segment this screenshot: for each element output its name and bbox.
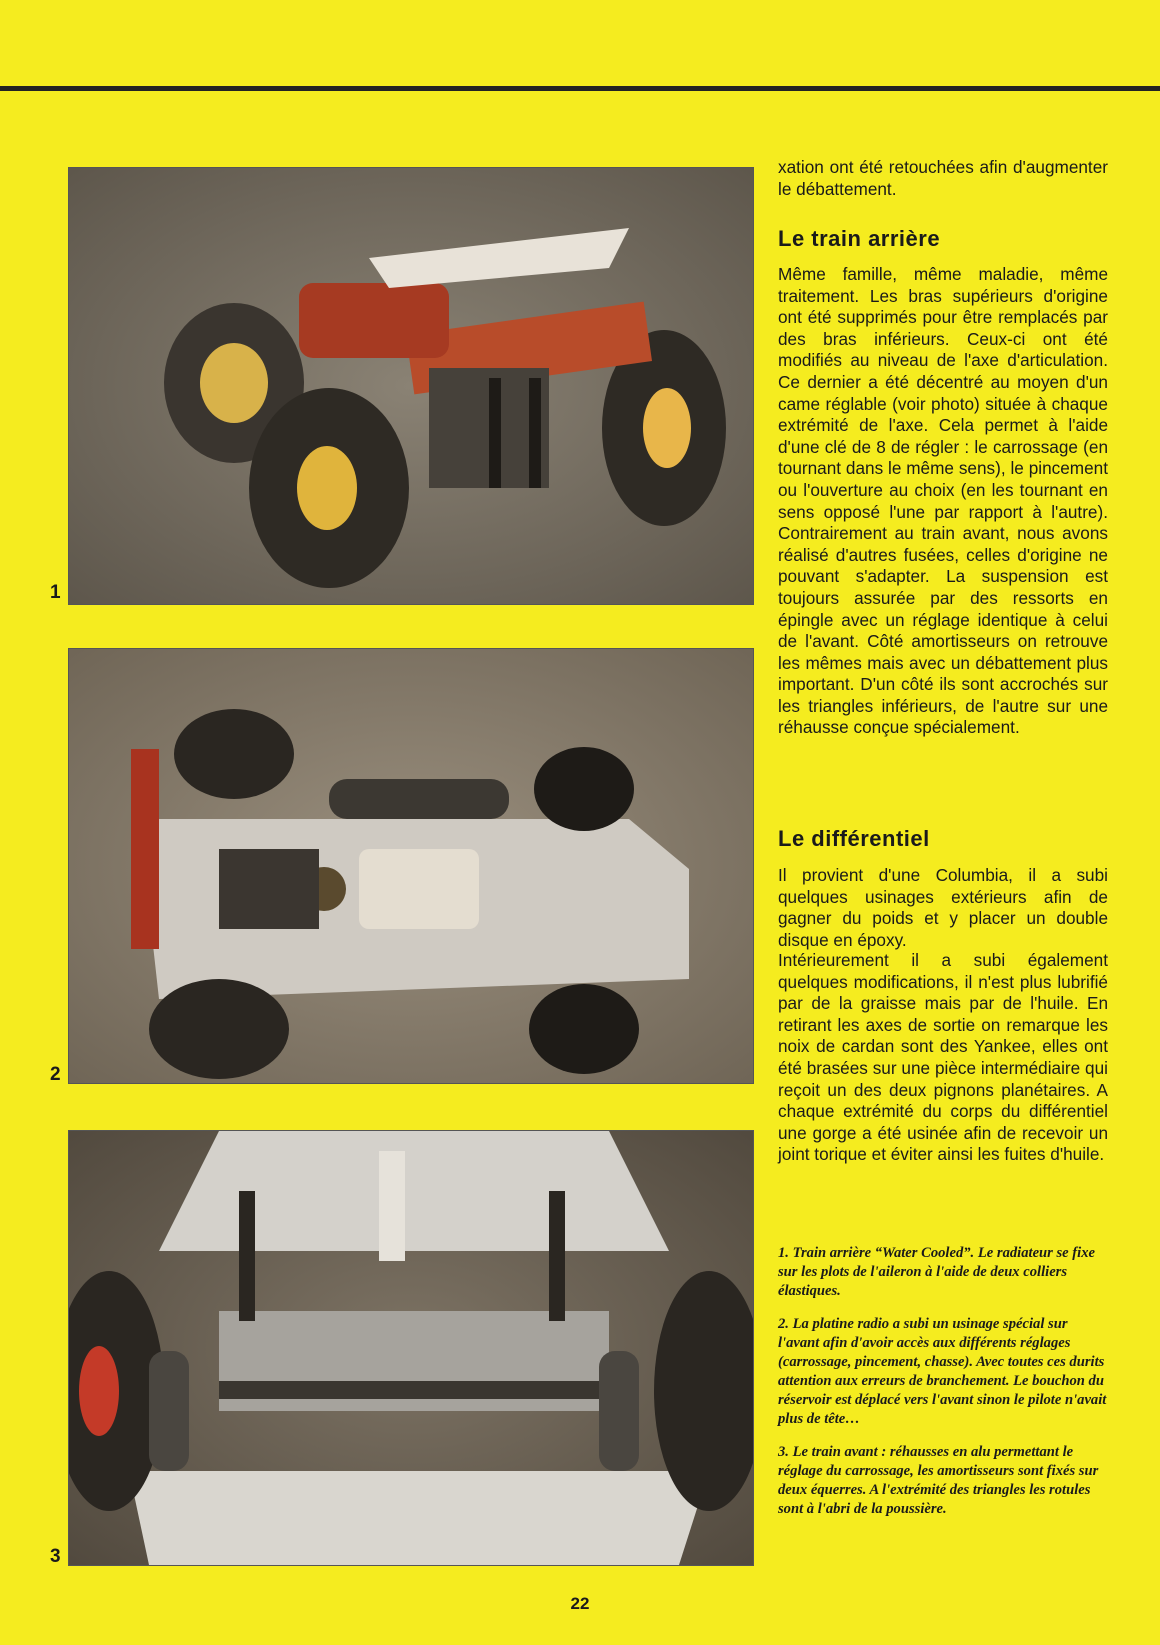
photo-1-number: 1 [50,582,61,603]
intro-text: xation ont été retouchées afin d'augmenter le débattement. [778,157,1108,199]
rear-train-paragraph [778,264,1108,739]
photo-radio-plate [68,648,754,1084]
intro-paragraph [778,157,1108,200]
section-heading-rear-train: Le train arrière [778,226,941,251]
photo-3-number: 3 [50,1546,61,1567]
section-heading-differential: Le différentiel [778,826,930,851]
page-number: 22 [570,1594,590,1613]
photo-2-number: 2 [50,1064,61,1085]
photo-radio-plate-image [69,649,753,1083]
photo-rear-train-image [69,168,753,604]
caption-3: 3. Le train avant : réhausses en alu permettant le réglage du carrossage, les amortisseurs sont fixés sur deux équerres. A l'extrémité des triangles les rotules sont à l'abri de la poussière. [778,1444,1099,1517]
differential-text-a: Il provient d'une Columbia, il a subi quelques usinages extérieurs afin de gagner du poids et y placer un double disque en époxy. [778,865,1108,950]
differential-text-b: Intérieurement il a subi également quelques modifications, il n'est plus lubrifié par de la graisse mais par de l'huile. En retirant les axes de sortie on remarque les noix de cardan sont des Yankee, elles ont été brasées sur une pièce intermédiaire qui reçoit un des deux pignons planétaires. A chaque extrémité du corps du différentiel une gorge a été usinée afin de recevoir un joint torique et éviter ainsi les fuites d'huile. [778,950,1108,1165]
top-rule [0,86,1160,91]
differential-paragraph-a [778,865,1108,951]
rear-train-text: Même famille, même maladie, même traitement. Les bras supérieurs d'origine ont été supprimés pour être remplacés par des bras inférieurs. Ceux-ci ont été modifiés au niveau de l'axe d'articulation. Ce dernier a été décentré au moyen d'un came réglable (voir photo) située à chaque extrémité de l'axe. Cela permet à l'aide d'une clé de 8 de régler : le carrossage (en tournant dans le même sens), le pincement ou l'ouverture au choix (en les tournant en sens opposé l'une par rapport à l'autre). Contrairement au train avant, nous avons réalisé d'autres fusées, celles d'origine ne pouvant s'adapter. La suspension est toujours assurée par des ressorts en épingle avec un réglage identique à celui de l'avant. Côté amortisseurs on retrouve les mêmes mais avec un débattement plus important. D'un côté ils sont accrochés sur les triangles inférieurs, de l'autre sur une réhausse conçue spécialement. [778,264,1108,738]
photo-front-train-image [69,1131,753,1565]
caption-2: 2. La platine radio a subi un usinage spécial sur l'avant afin d'avoir accès aux différents réglages (carrossage, pincement, chasse). Avec toutes ces durits attention aux erreurs de branchement. Le bouchon du réservoir est déplacé vers l'avant sinon le pilote n'avait plus de tête… [778,1316,1107,1427]
photo-captions [778,1244,1110,1533]
photo-rear-train [68,167,754,605]
photo-front-train [68,1130,754,1566]
differential-paragraph-b [778,950,1108,1166]
caption-1: 1. Train arrière “Water Cooled”. Le radiateur se fixe sur les plots de l'aileron à l'aide de deux colliers élastiques. [778,1245,1095,1299]
